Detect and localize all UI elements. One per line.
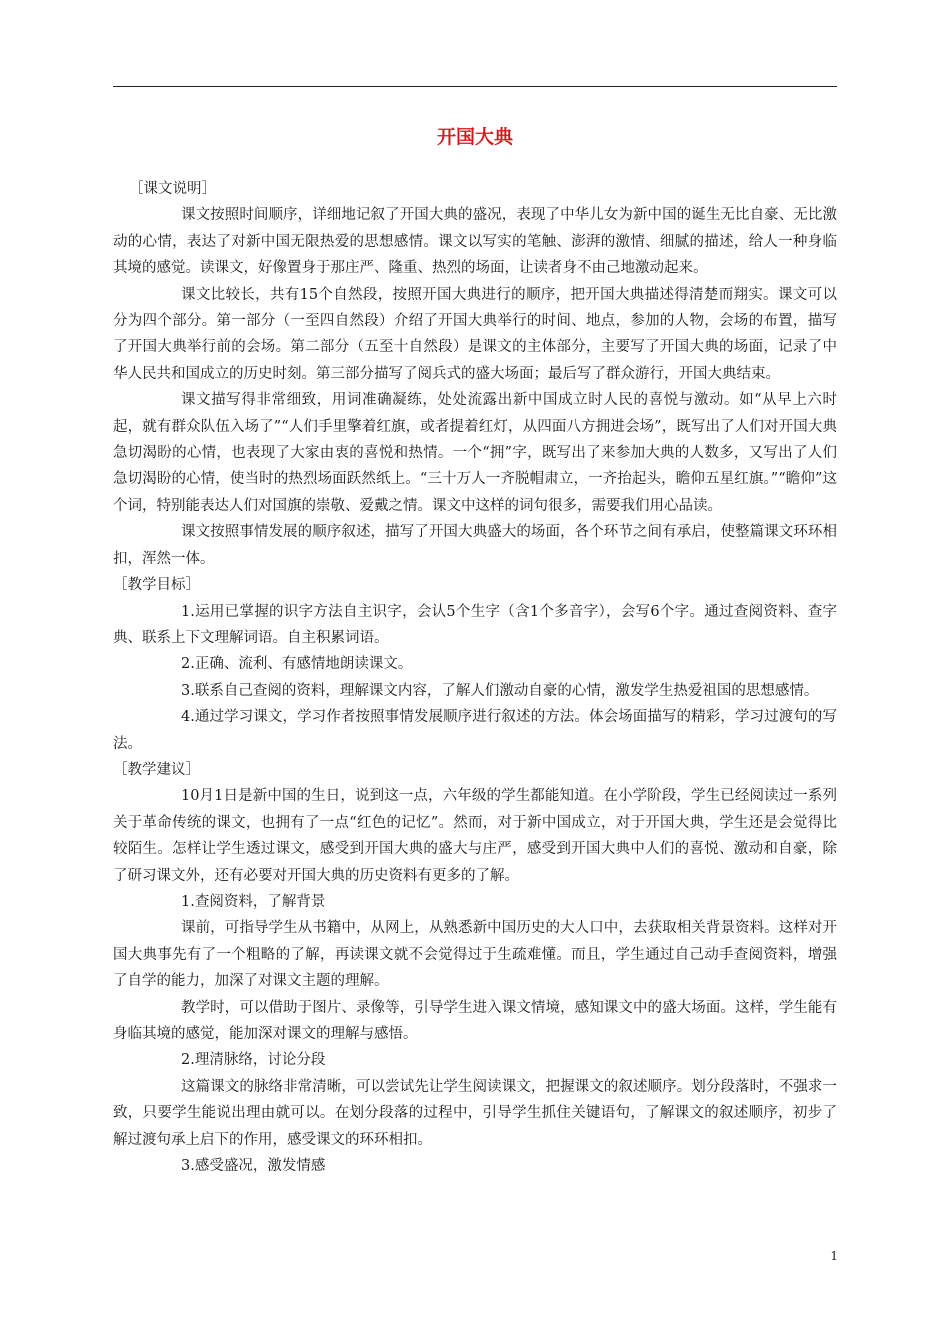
section-heading-lesson-notes: ［课文说明］ — [129, 181, 216, 197]
paragraph: 课文按照时间顺序，详细地记叙了开国大典的盛况，表现了中华儿女为新中国的诞生无比自豪、无比激动的心情，表达了对新中国无限热爱的思想感情。课文以写实的笔触、澎湃的激情、细腻的描述，给人一种身临其境的感觉。读课文，好像置身于那庄严、隆重、热烈的场面，让读者身不由己地激动起来。 — [113, 207, 837, 277]
paragraph: 课文描写得非常细致，用词准确凝练，处处流露出新中国成立时人民的喜悦与激动。如“从早上六时起，就有群众队伍入场了”“人们手里擎着红旗，或者提着红灯，从四面八方拥进会场”，既写出了人们对开国大典急切渴盼的心情，也表现了大家由衷的喜悦和热情。一个“拥”字，既写出了来参加大典的人数多，又写出了人们急切渴盼的心情，使当时的热烈场面跃然纸上。“三十万人一齐脱帽肃立，一齐抬起头，瞻仰五星红旗。”“瞻仰”这个词，特别能表达人们对国旗的崇敬、爱戴之情。课文中这样的词句很多，需要我们用心品读。 — [113, 392, 837, 514]
section-heading-teaching-goals: ［教学目标］ — [113, 577, 200, 594]
subheading: 2.理清脉络，讨论分段 — [181, 1052, 326, 1069]
paragraph: 课文按照事情发展的顺序叙述，描写了开国大典盛大的场面，各个环节之间有承启，使整篇课文环环相扣，浑然一体。 — [113, 524, 837, 567]
paragraph: 这篇课文的脉络非常清晰，可以尝试先让学生阅读课文，把握课文的叙述顺序。划分段落时，不强求一致，只要学生能说出理由就可以。在划分段落的过程中，引导学生抓住关键语句，了解课文的叙述顺序，初步了解过渡句承上启下的作用，感受课文的环环相扣。 — [113, 1078, 837, 1148]
document-title: 开国大典 — [436, 126, 513, 148]
header-rule — [113, 86, 837, 87]
paragraph: 教学时，可以借助于图片、录像等，引导学生进入课文情境，感知课文中的盛大场面。这样，学生能有身临其境的感觉，能加深对课文的理解与感悟。 — [113, 999, 837, 1042]
subheading: 1.查阅资料，了解背景 — [181, 893, 326, 910]
paragraph: 课前，可指导学生从书籍中，从网上，从熟悉新中国历史的大人口中，去获取相关背景资料。这样对开国大典事先有了一个粗略的了解，再读课文就不会觉得过于生疏难懂。而且，学生通过自己动手查阅资料，增强了自学的能力，加深了对课文主题的理解。 — [113, 920, 837, 990]
subheading: 3.感受盛况，激发情感 — [181, 1158, 326, 1175]
list-item: 3.联系自己查阅的资料，理解课文内容，了解人们激动自豪的心情，激发学生热爱祖国的思想感情。 — [181, 682, 819, 699]
page-number: 1 — [830, 1249, 838, 1263]
section-heading-teaching-suggestions: ［教学建议］ — [113, 761, 200, 778]
list-item: 4.通过学习课文，学习作者按照事情发展顺序进行叙述的方法。体会场面描写的精彩，学习过渡句的写法。 — [113, 709, 837, 752]
document-body — [113, 176, 837, 1179]
list-item: 2.正确、流利、有感情地朗读课文。 — [181, 656, 413, 673]
paragraph: 10月1日是新中国的生日，说到这一点，六年级的学生都能知道。在小学阶段，学生已经阅读过一系列关于革命传统的课文，也拥有了一点“红色的记忆”。然而，对于新中国成立，对于开国大典，学生还是会觉得比较陌生。怎样让学生透过课文，感受到开国大典的盛大与庄严，感受到开国大典中人们的喜悦、激动和自豪，除了研习课文外，还有必要对开国大典的历史资料有更多的了解。 — [113, 788, 837, 884]
paragraph: 课文比较长，共有15个自然段，按照开国大典进行的顺序，把开国大典描述得清楚而翔实。课文可以分为四个部分。第一部分（一至四自然段）介绍了开国大典举行的时间、地点，参加的人物，会场的布置，描写了开国大典举行前的会场。第二部分（五至十自然段）是课文的主体部分，主要写了开国大典的场面，记录了中华人民共和国成立的历史时刻。第三部分描写了阅兵式的盛大场面；最后写了群众游行，开国大典结束。 — [113, 286, 837, 382]
list-item: 1.运用已掌握的识字方法自主识字，会认5个生字（含1个多音字），会写6个字。通过查阅资料、查字典、联系上下文理解词语。自主积累词语。 — [113, 603, 837, 646]
